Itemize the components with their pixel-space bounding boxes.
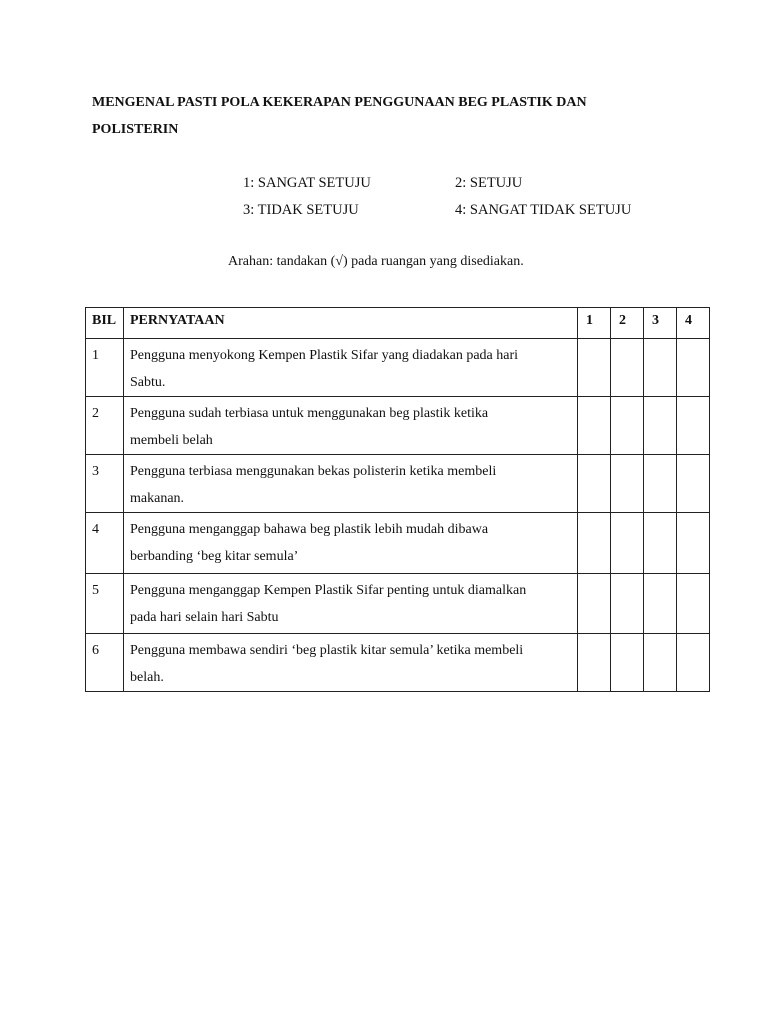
checkbox-cell-1[interactable] bbox=[578, 513, 611, 574]
table-row bbox=[86, 513, 710, 574]
survey-table bbox=[85, 307, 710, 692]
checkbox-cell-4[interactable] bbox=[677, 513, 710, 574]
checkbox-cell-2[interactable] bbox=[611, 397, 644, 455]
scale-label-4: 4: SANGAT TIDAK SETUJU bbox=[455, 202, 632, 218]
row-number-cell: 5 bbox=[86, 574, 124, 634]
checkbox-cell-4[interactable] bbox=[677, 397, 710, 455]
header-score-4: 4 bbox=[677, 308, 710, 339]
checkbox-cell-2[interactable] bbox=[611, 455, 644, 513]
checkbox-cell-1[interactable] bbox=[578, 397, 611, 455]
document-title-line-2: POLISTERIN bbox=[92, 122, 179, 137]
statement-cell: Pengguna menganggap Kempen Plastik Sifar penting untuk diamalkan pada hari selain hari Sabtu bbox=[124, 574, 578, 634]
checkbox-cell-3[interactable] bbox=[644, 339, 677, 397]
row-number-cell: 6 bbox=[86, 634, 124, 692]
table-row bbox=[86, 339, 710, 397]
checkbox-cell-1[interactable] bbox=[578, 339, 611, 397]
scale-label-1: 1: SANGAT SETUJU bbox=[243, 175, 371, 191]
statement-cell: Pengguna membawa sendiri ‘beg plastik kitar semula’ ketika membeli belah. bbox=[124, 634, 578, 692]
scale-label-3: 3: TIDAK SETUJU bbox=[243, 202, 359, 218]
checkbox-cell-3[interactable] bbox=[644, 397, 677, 455]
statement-cell: Pengguna sudah terbiasa untuk menggunakan beg plastik ketika membeli belah bbox=[124, 397, 578, 455]
checkbox-cell-2[interactable] bbox=[611, 339, 644, 397]
header-statement: PERNYATAAN bbox=[124, 308, 578, 339]
checkbox-cell-2[interactable] bbox=[611, 574, 644, 634]
checkbox-cell-4[interactable] bbox=[677, 455, 710, 513]
checkbox-cell-3[interactable] bbox=[644, 634, 677, 692]
statement-cell: Pengguna terbiasa menggunakan bekas polisterin ketika membeli makanan. bbox=[124, 455, 578, 513]
checkbox-cell-2[interactable] bbox=[611, 634, 644, 692]
document-title-line-1: MENGENAL PASTI POLA KEKERAPAN PENGGUNAAN BEG PLASTIK DAN bbox=[92, 95, 587, 110]
scale-label-2: 2: SETUJU bbox=[455, 175, 523, 191]
checkbox-cell-1[interactable] bbox=[578, 455, 611, 513]
statement-cell: Pengguna menyokong Kempen Plastik Sifar yang diadakan pada hari Sabtu. bbox=[124, 339, 578, 397]
instruction-text: Arahan: tandakan (√) pada ruangan yang disediakan. bbox=[228, 254, 524, 269]
checkbox-cell-2[interactable] bbox=[611, 513, 644, 574]
checkbox-cell-1[interactable] bbox=[578, 634, 611, 692]
header-score-1: 1 bbox=[578, 308, 611, 339]
table-row bbox=[86, 455, 710, 513]
checkbox-cell-3[interactable] bbox=[644, 455, 677, 513]
checkbox-cell-1[interactable] bbox=[578, 574, 611, 634]
header-score-2: 2 bbox=[611, 308, 644, 339]
table-row bbox=[86, 634, 710, 692]
table-row bbox=[86, 397, 710, 455]
header-score-3: 3 bbox=[644, 308, 677, 339]
checkbox-cell-3[interactable] bbox=[644, 513, 677, 574]
header-bil: BIL bbox=[86, 308, 124, 339]
checkbox-cell-4[interactable] bbox=[677, 574, 710, 634]
row-number-cell: 4 bbox=[86, 513, 124, 574]
table-row bbox=[86, 574, 710, 634]
row-number-cell: 1 bbox=[86, 339, 124, 397]
statement-cell: Pengguna menganggap bahawa beg plastik lebih mudah dibawa berbanding ‘beg kitar semula’ bbox=[124, 513, 578, 574]
row-number-cell: 2 bbox=[86, 397, 124, 455]
checkbox-cell-4[interactable] bbox=[677, 339, 710, 397]
table-header-row bbox=[86, 308, 710, 339]
row-number-cell: 3 bbox=[86, 455, 124, 513]
checkbox-cell-3[interactable] bbox=[644, 574, 677, 634]
checkbox-cell-4[interactable] bbox=[677, 634, 710, 692]
